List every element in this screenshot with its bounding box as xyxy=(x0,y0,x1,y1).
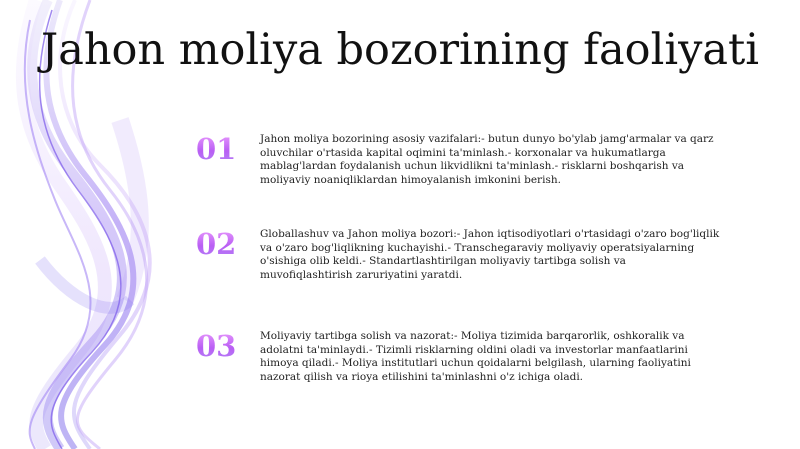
item-text: Jahon moliya bozorining asosiy vazifalari:- butun dunyo bo'ylab jamg'armalar va qarz oluvchilar o'rtasida kapital oqimini ta'minlash.- korxonalar va hukumatlarga mablag'lardan foydalanish uchun likvidlikni ta'minlash.- risklarni boshqarish va moliyaviy noaniqliklardan himoyalanish imkonini berish. xyxy=(260,133,714,186)
item-text: Globallashuv va Jahon moliya bozori:- Jahon iqtisodiyotlari o'rtasidagi o'zaro bog'liqlik va o'zaro bog'liqlikning kuchayishi.- Transchegaraviy moliyaviy operatsiyalarning o'sishiga olib keldi.- Standartlashtirilgan moliyaviy tartibga solish va muvofiqlashtirish zaruriyatini yaratdi. xyxy=(260,228,720,281)
item-number: 03 xyxy=(196,327,248,365)
item-number: 01 xyxy=(196,130,248,168)
slide-title: Jahon moliya bozorining faoliyati xyxy=(40,25,760,75)
item-number: 02 xyxy=(196,225,248,263)
item-text: Moliyaviy tartibga solish va nazorat:- Moliya tizimida barqarorlik, oshkoralik va adolatni ta'minlaydi.- Tizimli risklarning oldini oladi va investorlar manfaatlarini himoya qiladi.- Moliya institutlari uchun qoidalarni belgilash, ularning faoliyatini nazorat qilish va rioya etilishini ta'minlashni o'z ichiga oladi. xyxy=(260,330,691,383)
